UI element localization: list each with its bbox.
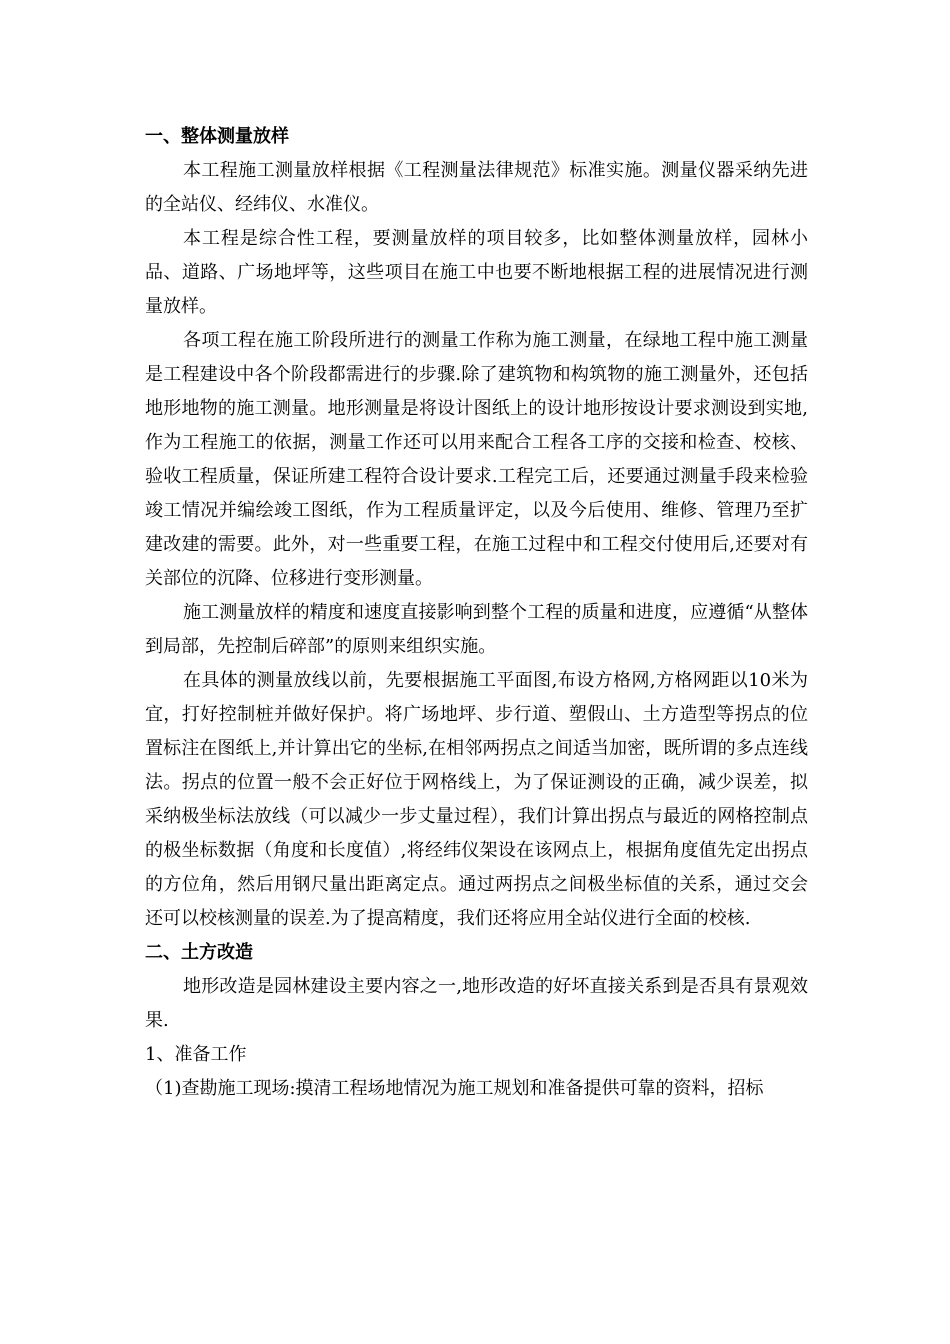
section-1-heading: 一、整体测量放样 (145, 126, 289, 147)
section-1-paragraph-5: 在具体的测量放线以前，先要根据施工平面图,布设方格网,方格网距以10米为宜，打好控制桩并做好保护。将广场地坪、步行道、塑假山、土方造型等拐点的位置标注在图纸上,并计算出它的坐标,在相邻两拐点之间适当加密，既所谓的多点连线法。拐点的位置一般不会正好位于网格线上，为了保证测设的正确，减少误差，拟采纳极坐标法放线（可以减少一步丈量过程），我们计算出拐点与最近的网格控制点的极坐标数据（角度和长度值）,将经纬仪架设在该网点上，根据角度值先定出拐点的方位角，然后用钢尺量出距离定点。通过两拐点之间极坐标值的关系，通过交会还可以校核测量的误差.为了提高精度，我们还将应用全站仪进行全面的校核. (145, 670, 808, 929)
section-1-paragraph-4: 施工测量放样的精度和速度直接影响到整个工程的质量和进度，应遵循“从整体到局部，先控制后碎部”的原则来组织实施。 (145, 602, 808, 657)
section-2-sub-heading: 1、准备工作 (145, 1044, 247, 1065)
section-1-paragraph-1: 本工程施工测量放样根据《工程测量法律规范》标准实施。测量仪器采纳先进的全站仪、经纬仪、水准仪。 (145, 160, 808, 215)
section-2-paragraph-1: 地形改造是园林建设主要内容之一,地形改造的好坏直接关系到是否具有景观效果. (145, 976, 808, 1031)
section-2-heading: 二、土方改造 (145, 942, 253, 963)
section-1-paragraph-3: 各项工程在施工阶段所进行的测量工作称为施工测量，在绿地工程中施工测量是工程建设中各个阶段都需进行的步骤.除了建筑物和构筑物的施工测量外，还包括地形地物的施工测量。地形测量是将设计图纸上的设计地形按设计要求测设到实地,作为工程施工的依据，测量工作还可以用来配合工程各工序的交接和检查、校核、验收工程质量，保证所建工程符合设计要求.工程完工后，还要通过测量手段来检验竣工情况并编绘竣工图纸，作为工程质量评定，以及今后使用、维修、管理乃至扩建改建的需要。此外，对一些重要工程，在施工过程中和工程交付使用后,还要对有关部位的沉降、位移进行变形测量。 (145, 330, 808, 589)
section-1-paragraph-2: 本工程是综合性工程，要测量放样的项目较多，比如整体测量放样，园林小品、道路、广场地坪等，这些项目在施工中也要不断地根据工程的进展情况进行测量放样。 (145, 228, 808, 317)
section-2-item-1: （1)查勘施工现场:摸清工程场地情况为施工规划和准备提供可靠的资料，招标 (145, 1078, 764, 1099)
document-body (145, 120, 808, 1106)
